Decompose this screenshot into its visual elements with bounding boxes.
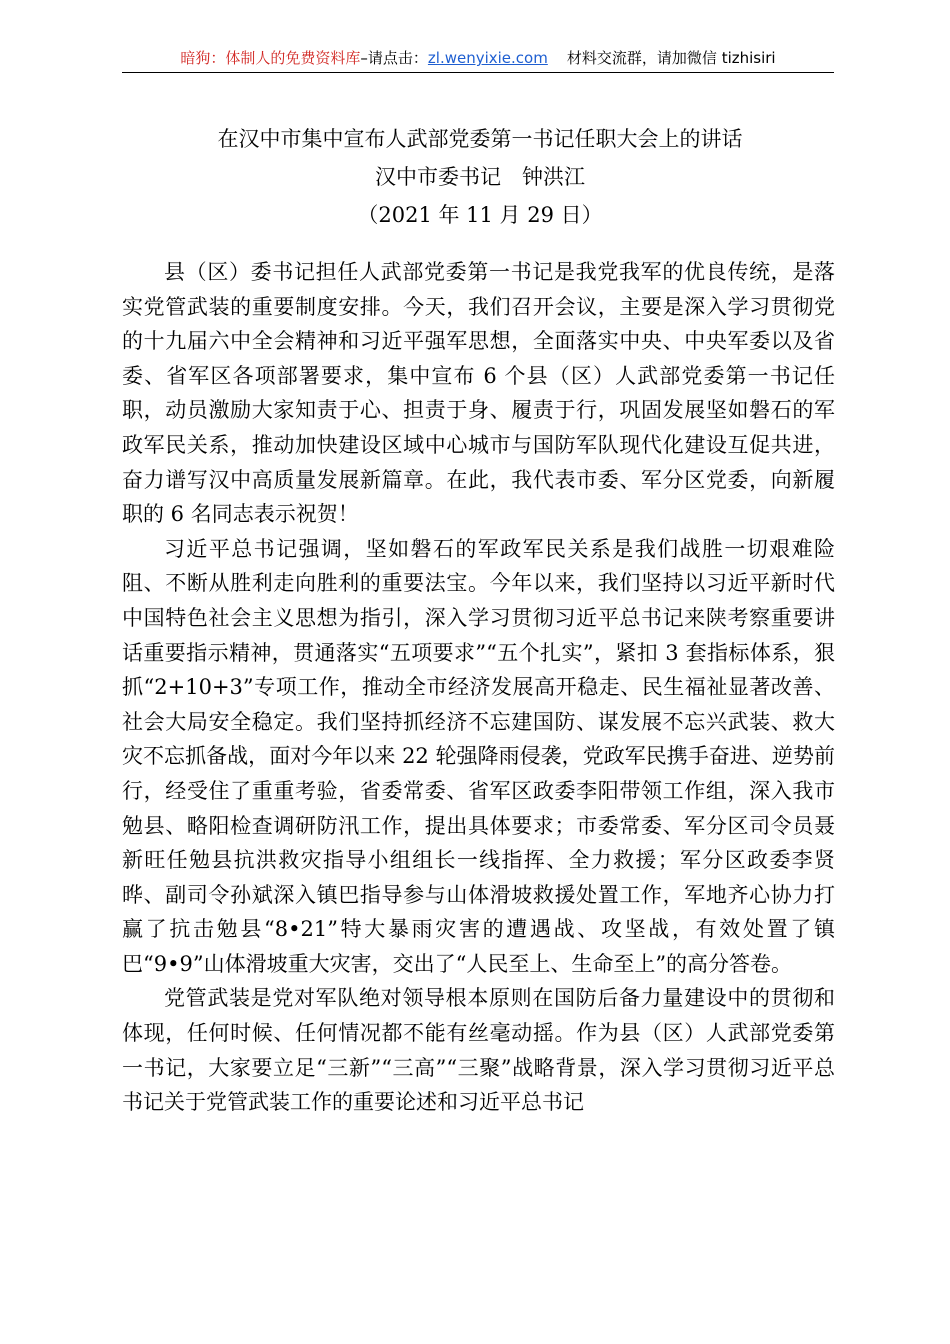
header-brand: 暗狗：体制人的免费资料库	[180, 49, 361, 67]
document-title: 在汉中市集中宣布人武部党委第一书记任职大会上的讲话	[217, 127, 743, 151]
paragraph: 县（区）委书记担任人武部党委第一书记是我党我军的优良传统，是落实党管武装的重要制度安排。今天，我们召开会议，主要是深入学习贯彻党的十九届六中全会精神和习近平强军思想，全面落实中央、中央军委以及省委、省军区各项部署要求，集中宣布 6 个县（区）人武部党委第一书记任职，动员激励大家知责于心、担责于身、履责于行，巩固发展坚如磐石的军政军民关系，推动加快建设区域中心城市与国防军队现代化建设互促共进，奋力谱写汉中高质量发展新篇章。在此，我代表市委、军分区党委，向新履职的 6 名同志表示祝贺！	[122, 260, 835, 527]
header-divider	[122, 72, 834, 73]
header-link[interactable]: zl.wenyixie.com	[427, 49, 548, 67]
document-body	[122, 255, 835, 1120]
document-author: 汉中市委书记 钟洪江	[375, 165, 585, 189]
title-block	[100, 120, 860, 234]
header-banner	[122, 44, 834, 72]
document-date: （2021 年 11 月 29 日）	[357, 203, 603, 227]
header-group-info: 材料交流群，请加微信 tizhisiri	[566, 49, 776, 67]
header-prompt: –请点击：	[360, 49, 428, 67]
paragraph: 习近平总书记强调，坚如磐石的军政军民关系是我们战胜一切艰难险阻、不断从胜利走向胜利的重要法宝。今年以来，我们坚持以习近平新时代中国特色社会主义思想为指引，深入学习贯彻习近平总书记来陕考察重要讲话重要指示精神，贯通落实“五项要求”“五个扎实”，紧扣 3 套指标体系，狠抓“2+10+3”专项工作，推动全市经济发展高开稳走、民生福祉显著改善、社会大局安全稳定。我们坚持抓经济不忘建国防、谋发展不忘兴武装、救大灾不忘抓备战，面对今年以来 22 轮强降雨侵袭，党政军民携手奋进、逆势前行，经受住了重重考验，省委常委、省军区政委李阳带领工作组，深入我市勉县、略阳检查调研防汛工作，提出具体要求；市委常委、军分区司令员聂新旺任勉县抗洪救灾指导小组组长一线指挥、全力救援；军分区政委李贤晔、副司令孙斌深入镇巴指导参与山体滑坡救援处置工作，军地齐心协力打赢了抗击勉县“8•21”特大暴雨灾害的遭遇战、攻坚战，有效处置了镇巴“9•9”山体滑坡重大灾害，交出了“人民至上、生命至上”的高分答卷。	[122, 536, 835, 976]
paragraph: 党管武装是党对军队绝对领导根本原则在国防后备力量建设中的贯彻和体现，任何时候、任何情况都不能有丝毫动摇。作为县（区）人武部党委第一书记，大家要立足“三新”“三高”“三聚”战略背景，深入学习贯彻习近平总书记关于党管武装工作的重要论述和习近平总书记	[122, 986, 835, 1115]
